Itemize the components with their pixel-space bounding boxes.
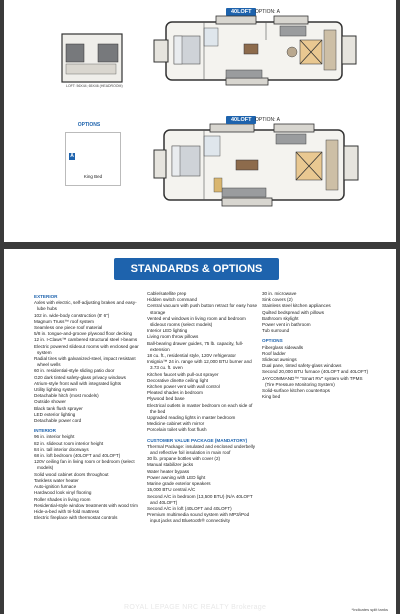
list-item: Manual stabilizer jacks (147, 462, 194, 468)
list-item: Utility lighting system (34, 387, 77, 393)
list-item: Interior LED lighting (147, 328, 188, 334)
list-item: Solid wood cabinet doors throughout (34, 471, 109, 477)
list-item: Second A/C in loft (40LOFT and 40LOFT) (147, 505, 232, 511)
list-item: Roof ladder (262, 350, 286, 356)
model-badge-top: 40LOFT (226, 8, 256, 16)
list-item: Axles with electric, self-adjusting brakes and easy-lube hubs (34, 300, 137, 312)
list-item: Marine grade exterior speakers (147, 481, 211, 487)
list-item: Second 20,000 BTU furnace (40LOFT and 40LOFT) (262, 369, 369, 375)
footnote: *Indicates split tanks (351, 607, 388, 612)
list-item: 15,000 BTU central A/C (147, 487, 196, 493)
list-item: Stainless steel kitchen appliances (262, 303, 331, 309)
list-item: Kitchen faucet with pull-out sprayer (147, 371, 219, 377)
standards-page (4, 249, 396, 614)
list-item: Sink covers (2) (262, 297, 293, 303)
list-item: Thermal Package: insulated and enclosed underbelly and reflective foil insulation in main roof (147, 443, 256, 456)
list-item: Water heater bypass (147, 468, 190, 474)
list-item: 68 in. loft bedroom (40LOFT and 40LOFT) (34, 453, 121, 459)
floorplan-bottom (154, 124, 358, 206)
list-item: Electric powered slideout rooms with enclosed gear system (34, 343, 139, 355)
watermark: ROYAL LEPAGE NRC REALTY Brokerage (124, 604, 267, 611)
list-item: 12 in. I-Claws™ cambered structural steel I-beams (34, 337, 138, 343)
list-item: Dual pane, tinted safety-glass windows (262, 363, 342, 369)
list-item: 30 in. microwave (262, 291, 297, 296)
list-item: 18 cu. ft., residential style, 120V refrigerator (147, 353, 236, 359)
list-item: Power awning with LED light (147, 474, 206, 480)
list-item: Porcelain toilet with foot flush (147, 427, 207, 433)
list-item: Roller shades in living room (34, 496, 91, 502)
list-item: JAYCOMMAND™ "Smart RV" system with TPMS (Tire Pressure Monitoring System) (262, 375, 363, 387)
list-item: Electrical outlets in master bedroom on each side of the bed (147, 402, 253, 414)
list-item: Electric fireplace with thermostat controls (34, 515, 118, 521)
list-item: Radial tires with galvanized-steel, impact resistant wheel wells (34, 356, 136, 368)
exterior-list (34, 300, 144, 424)
list-item: Detachable hitch (most models) (34, 393, 99, 399)
floorplan-top (154, 16, 356, 85)
column-3-list (262, 291, 372, 334)
list-item: Fiberglass sidewalls (262, 344, 304, 350)
list-item: Central vacuum with push button retract for easy hose storage (147, 303, 258, 315)
options-heading-list: OPTIONS (262, 338, 283, 344)
list-item: Seamless one piece roof material (34, 325, 103, 331)
list-item: Premium multimedia sound system with MP3/iPod input jacks and Bluetooth® connectivity (147, 512, 250, 524)
list-item: 5/8 in. tongue-and-groove plywood floor decking (34, 331, 133, 337)
list-item: Kitchen power vent with wall control (147, 384, 220, 390)
options-list (262, 345, 372, 401)
floorplan-drawings (4, 0, 396, 242)
list-item: Hide-a-bed with tri-fold mattress (34, 508, 100, 514)
list-item: Slideout awnings (262, 357, 297, 363)
list-item: Second A/C in bedroom (13,500 BTU) (N/A 40LOFT and 40LOFT) (147, 493, 253, 505)
column-2 (147, 291, 259, 525)
options-heading: OPTIONS (77, 122, 101, 128)
list-item: Power vent in bathroom (262, 322, 311, 328)
list-item: 84 in. tall interior doorways (34, 446, 89, 452)
list-item: G20 dark tinted safety-glass privacy windows (34, 374, 126, 380)
list-item: Detachable power cord (34, 418, 82, 424)
interior-heading: INTERIOR (34, 428, 56, 434)
column-3 (262, 291, 372, 400)
list-item: Magnum Truss™ roof system (34, 318, 94, 324)
list-item: Solid-surface kitchen countertops (262, 388, 330, 394)
exterior-heading: EXTERIOR (34, 294, 58, 299)
list-item: Tankless water heater (34, 477, 79, 483)
list-item: Auto-ignition furnace (34, 484, 77, 490)
list-item: Atrium-style front wall with integrated lights (34, 380, 122, 386)
option-caption: King Bed (83, 174, 103, 179)
list-item: 96 in. interior height (34, 434, 75, 440)
list-item: LED exterior lighting (34, 411, 76, 417)
option-label-top: OPTION: A (255, 9, 281, 15)
value-package-heading: CUSTOMER VALUE PACKAGE (MANDATORY) (147, 437, 248, 443)
list-item: Outside shower (34, 399, 66, 405)
list-item: Decorative dinette ceiling light (147, 377, 209, 383)
list-item: 102 in. wide-body construction (8' 6") (34, 312, 110, 318)
interior-list (34, 434, 144, 521)
loft-plan (62, 34, 122, 82)
list-item: Hidden switch command (147, 297, 198, 303)
list-item: Black tank flush sprayer (34, 405, 83, 411)
option-box (65, 132, 121, 186)
list-item: Pleated shades in bedroom (147, 390, 203, 396)
list-item: 82 in. slideout room interior height (34, 440, 104, 446)
list-item: Ball-bearing drawer guides, 75 lb. capacity, full-extension (147, 340, 244, 352)
list-item: Quilted bedspread with pillows (262, 309, 325, 315)
list-item: 30 lb. propane bottles with cover (2) (147, 456, 221, 462)
list-item: Hardwood look vinyl flooring (34, 490, 92, 496)
list-item: Vented end windows in living room and bedroom slideout rooms (select models) (147, 315, 246, 328)
value-package-list (147, 444, 259, 525)
page-title: STANDARDS & OPTIONS (114, 258, 279, 280)
list-item: Medicine cabinet with mirror (147, 421, 205, 427)
column-2-list (147, 291, 259, 434)
option-letter-badge: A (70, 153, 74, 159)
list-item: Bathroom skylight (262, 315, 299, 321)
list-item: Residential-style window treatments with wood trim (34, 502, 138, 508)
list-item: Cable/satellite prep (147, 291, 187, 296)
list-item: Tub surround (262, 328, 290, 334)
list-item: 60 in. residential-style sliding patio door (34, 368, 115, 374)
list-item: King bed (262, 394, 281, 400)
list-item: Upgraded reading lights in master bedroom (147, 415, 236, 421)
loft-dimensions-label: LOFT: 56X44; 65X46 (HEADROOM) (66, 84, 123, 88)
model-badge-bottom: 40LOFT (226, 116, 256, 124)
floorplan-page (4, 0, 396, 242)
list-item: Plywood bed base (147, 396, 185, 402)
list-item: Living room throw pillows (147, 334, 199, 340)
option-label-bottom: OPTION: A (255, 117, 281, 123)
column-1 (34, 291, 144, 521)
list-item: 120V ceiling fan in living room or bedroom (select models) (34, 459, 135, 471)
list-item: Insignia™ 24 in. range with 12,000 BTU burner and 3.73 cu. ft. oven (147, 359, 252, 371)
